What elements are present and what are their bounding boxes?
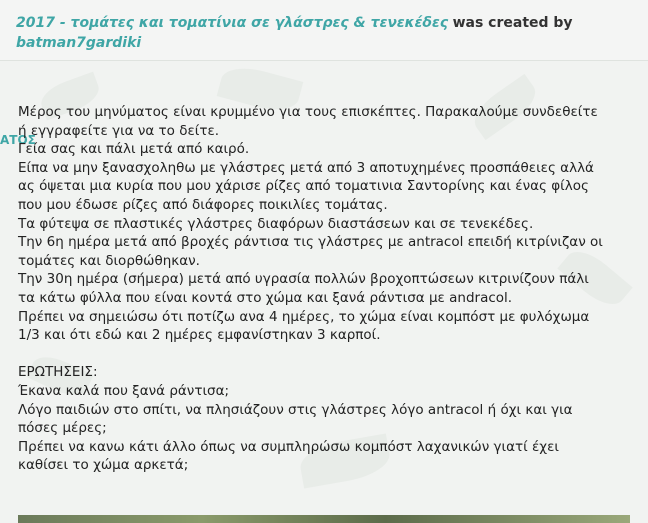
paragraph-spacer [18, 345, 630, 364]
author-link[interactable]: batman7gardiki [16, 35, 142, 51]
topic-title-link[interactable]: 2017 - τομάτες και τοματίνια σε γλάστρες & τενεκέδες [16, 15, 449, 31]
post-line: Μέρος του μηνύματος είναι κρυμμένο για τους επισκέπτες. Παρακαλούμε συνδεθείτε [18, 104, 598, 120]
post-line: Τα φύτεψα σε πλαστικές γλάστρες διαφόρων διαστάσεων και σε τενεκέδες. [18, 215, 534, 232]
question-line: Έκανα καλά που ξανά ράντισα; [18, 382, 230, 399]
post-header [0, 0, 648, 61]
attached-image-preview[interactable] [18, 515, 630, 523]
post-line: τομάτες και διορθώθηκαν. [18, 252, 200, 269]
post-line: Την 30η ημέρα (σήμερα) μετά από υγρασία πολλών βροχοπτώσεων κιτρινίζουν πάλι [18, 271, 589, 288]
post-line: Είπα να μην ξανασχοληθω με γλάστρες μετά από 3 αποτυχημένες προσπάθειες αλλά [18, 159, 594, 176]
post-line: 1/3 και ότι εδώ και 2 ημέρες εμφανίστηκαν 3 καρποί. [18, 327, 381, 344]
author-line [16, 33, 141, 53]
header-line [16, 13, 573, 33]
post-line: ή εγγραφείτε για να το δείτε. [18, 122, 220, 139]
post-line: Γεία σας και πάλι μετά από καιρό. [18, 141, 250, 158]
post-body [18, 103, 630, 475]
post-line: Πρέπει να σημειώσω ότι ποτίζω ανα 4 ημέρες, το χώμα είναι κομπόστ με φυλόχωμα [18, 308, 590, 325]
question-line: πόσες μέρες; [18, 420, 107, 437]
question-line: Πρέπει να κανω κάτι άλλο όπως να συμπληρώσω κομπόστ λαχανικών γιατί έχει [18, 438, 559, 455]
created-by-text: was created by [452, 15, 573, 31]
questions-heading: ΕΡΩΤΗΣΕΙΣ: [18, 364, 98, 381]
post-line: τα κάτω φύλλα που είναι κοντά στο χώμα και ξανά ράντισα με andracol. [18, 289, 513, 306]
side-label: ΑΤΟΣ [0, 133, 36, 147]
post-line: ας όψεται μια κυρία που μου χάρισε ρίζες από τοματινια Σαντορίνης και ένας φίλος [18, 178, 589, 195]
question-line: Λόγο παιδιών στο σπίτι, να πλησιάζουν στις γλάστρες λόγο antracol ή όχι και για [18, 401, 573, 418]
question-line: καθίσει το χώμα αρκετά; [18, 457, 189, 474]
post-line: που μου έδωσε ρίζες από διάφορες ποικιλίες τομάτας. [18, 196, 388, 213]
post-line: Την 6η ημέρα μετά από βροχές ράντισα τις γλάστρες με antracol επειδή κιτρίνιζαν οι [18, 234, 603, 251]
